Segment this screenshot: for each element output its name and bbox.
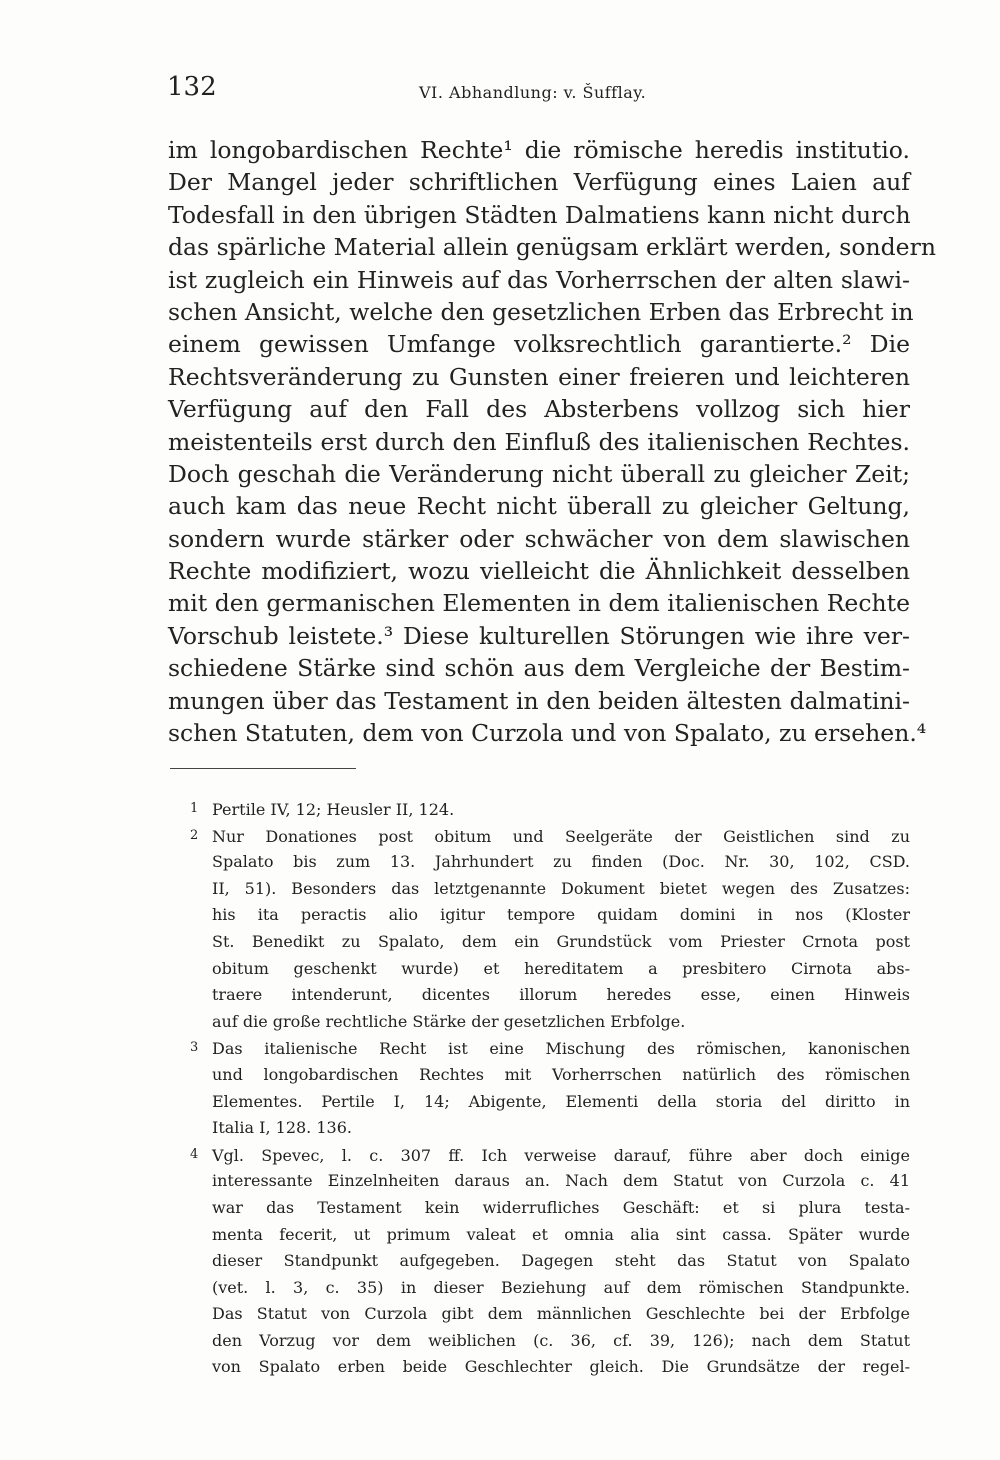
footnote-line: (vet. l. 3, c. 35) in dieser Beziehung auf dem römischen Standpunkte.: [212, 1277, 910, 1297]
footnote-line: 4 Vgl. Spevec, l. c. 307 ff. Ich verweise darauf, führe aber doch einige: [168, 1142, 910, 1169]
body-line: auch kam das neue Recht nicht überall zu gleicher Geltung,: [168, 492, 910, 521]
body-line: Verfügung auf den Fall des Absterbens vollzog sich hier: [168, 395, 910, 424]
body-line: mit den germanischen Elementen in dem italienischen Rechte: [168, 589, 910, 618]
footnote-line: Das Statut von Curzola gibt dem männlichen Geschlechte bei der Erbfolge: [212, 1304, 910, 1324]
body-line: einem gewissen Umfange volksrechtlich garantierte.² Die: [168, 330, 910, 359]
footnote-line: II, 51). Besonders das letztgenannte Dokument bietet wegen des Zusatzes:: [212, 878, 910, 898]
body-line: das spärliche Material allein genügsam erklärt werden, sondern: [168, 233, 936, 262]
page-number: 132: [167, 72, 217, 102]
body-line: ist zugleich ein Hinweis auf das Vorherrschen der alten slawi-: [168, 265, 910, 294]
footnote-marker: 2: [190, 827, 199, 843]
footnote-line: Elementes. Pertile I, 14; Abigente, Elementi della storia del diritto in: [212, 1091, 910, 1111]
footnote-line: Italia I, 128. 136.: [212, 1118, 352, 1138]
body-line: meistenteils erst durch den Einfluß des italienischen Rechtes.: [168, 427, 910, 456]
footnote-line: interessante Einzelnheiten daraus an. Nach dem Statut von Curzola c. 41: [212, 1171, 910, 1191]
body-line: Rechte modifiziert, wozu vielleicht die Ähnlichkeit desselben: [168, 557, 910, 586]
footnote-marker: 3: [190, 1040, 199, 1056]
footnote-line: 3 Das italienische Recht ist eine Mischung des römischen, kanonischen: [168, 1035, 910, 1062]
body-line: Todesfall in den übrigen Städten Dalmatiens kann nicht durch: [168, 200, 911, 229]
footnote-line: 2 Nur Donationes post obitum und Seelgeräte der Geistlichen sind zu: [168, 823, 910, 850]
footnotes: [168, 796, 910, 1381]
footnote-line: St. Benedikt zu Spalato, dem ein Grundstück vom Priester Crnota post: [212, 931, 910, 951]
page-header: [167, 72, 909, 112]
footnote-line: his ita peractis alio igitur tempore quidam domini in nos (Kloster: [212, 905, 910, 925]
running-head: VI. Abhandlung: v. Šufflay.: [419, 83, 647, 102]
footnote-line: und longobardischen Rechtes mit Vorherrschen natürlich des römischen: [212, 1064, 910, 1084]
body-text: [168, 134, 936, 749]
body-line: Vorschub leistete.³ Diese kulturellen Störungen wie ihre ver-: [168, 621, 910, 650]
footnote-line: 1 Pertile IV, 12; Heusler II, 124.: [168, 796, 910, 823]
footnote-line: menta fecerit, ut primum valeat et omnia alia sint cassa. Später wurde: [212, 1224, 910, 1244]
body-line: sondern wurde stärker oder schwächer von dem slawischen: [168, 524, 910, 553]
footnote-marker: 1: [190, 801, 199, 816]
footnote-marker: 4: [190, 1146, 199, 1162]
body-line: schen Statuten, dem von Curzola und von Spalato, zu ersehen.⁴: [168, 719, 927, 748]
body-line: schiedene Stärke sind schön aus dem Vergleiche der Bestim-: [168, 654, 910, 683]
body-line: Der Mangel jeder schriftlichen Verfügung eines Laien auf: [168, 168, 910, 197]
body-line: schen Ansicht, welche den gesetzlichen Erben das Erbrecht in: [168, 297, 914, 326]
footnote-line: auf die große rechtliche Stärke der gesetzlichen Erbfolge.: [212, 1011, 686, 1031]
footnote-line: traere intenderunt, dicentes illorum heredes esse, einen Hinweis: [212, 985, 910, 1005]
footnote-line: war das Testament kein widerrufliches Geschäft: et si plura testa-: [212, 1197, 910, 1217]
body-line: mungen über das Testament in den beiden ältesten dalmatini-: [168, 686, 910, 715]
footnote-line: dieser Standpunkt aufgegeben. Dagegen steht das Statut von Spalato: [212, 1251, 910, 1271]
body-line: Doch geschah die Veränderung nicht überall zu gleicher Zeit;: [168, 459, 910, 488]
footnote-line: Spalato bis zum 13. Jahrhundert zu finden (Doc. Nr. 30, 102, CSD.: [212, 852, 910, 872]
footnote-line: von Spalato erben beide Geschlechter gleich. Die Grundsätze der regel-: [212, 1357, 910, 1377]
footnote-line: obitum geschenkt wurde) et hereditatem a presbitero Cirnota abs-: [212, 958, 910, 978]
footnote-line: den Vorzug vor dem weiblichen (c. 36, cf. 39, 126); nach dem Statut: [212, 1330, 910, 1350]
body-line: Rechtsveränderung zu Gunsten einer freieren und leichteren: [168, 362, 910, 391]
body-line: im longobardischen Rechte¹ die römische heredis institutio.: [168, 136, 910, 164]
footnote-divider: [170, 768, 356, 769]
